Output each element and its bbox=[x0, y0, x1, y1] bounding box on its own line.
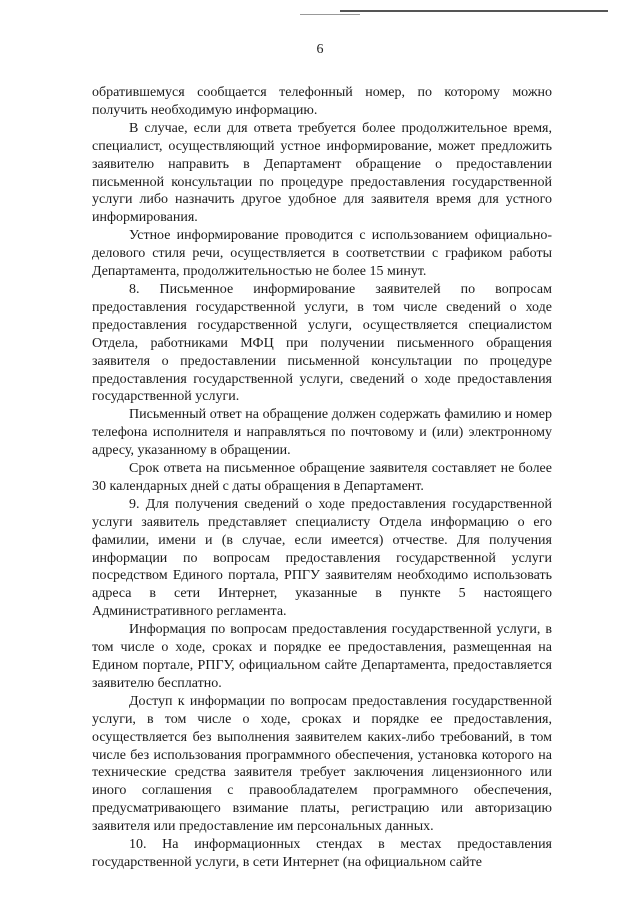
page-number: 6 bbox=[316, 42, 324, 57]
paragraph: Устное информирование проводится с использованием официально-делового стиля речи, осуществляется в соответствии с графиком работы Департамента, продолжительностью не более 15 минут. bbox=[92, 228, 552, 280]
body-text bbox=[92, 84, 552, 872]
top-rule-line bbox=[340, 10, 608, 12]
paragraph: 8. Письменное информирование заявителей по вопросам предоставления государственной услуги, в том числе сведений о ходе предоставления государственной услуги, осуществляется специалистом Отдела, работниками МФЦ при получении письменного обращения заявителя о предоставлении письменной консультации по процедуре предоставления государственной услуги, сведений о ходе предоставления государственной услуги. bbox=[92, 281, 552, 405]
paragraph: 9. Для получения сведений о ходе предоставления государственной услуги заявитель представляет специалисту Отдела информацию о его фамилии, имени и (в случае, если имеется) отчестве. Для получения информации по вопросам предоставления государственной услуги посредством Единого портала, РПГУ заявителям необходимо использовать адреса в сети Интернет, указанные в пункте 5 настоящего Административного регламента. bbox=[92, 496, 552, 620]
paragraph: Срок ответа на письменное обращение заявителя составляет не более 30 календарных дней с даты обращения в Департамент. bbox=[92, 461, 552, 494]
paragraph: Доступ к информации по вопросам предоставления государственной услуги, в том числе о ходе, сроках и порядке ее предоставления, осуществляется без выполнения заявителем каких-либо требований, в том числе без использования программного обеспечения, установка которого на технические средства заявителя требует заключения лицензионного или иного соглашения с правообладателем программного обеспечения, предусматривающего взимание платы, регистрацию или авторизацию заявителя или предоставление им персональных данных. bbox=[92, 693, 552, 835]
top-rule-line-short bbox=[300, 14, 360, 15]
paragraph: Письменный ответ на обращение должен содержать фамилию и номер телефона исполнителя и направляться по почтовому и (или) электронному адресу, указанному в обращении. bbox=[92, 407, 552, 459]
paragraph: обратившемуся сообщается телефонный номер, по которому можно получить необходимую информацию. bbox=[92, 85, 552, 118]
paragraph: В случае, если для ответа требуется более продолжительное время, специалист, осуществляющий устное информирование, может предложить заявителю направить в Департамент обращение о предоставлении письменной консультации по процедуре предоставления государственной услуги либо назначить другое удобное для заявителя время для устного информирования. bbox=[92, 120, 552, 226]
paragraph: Информация по вопросам предоставления государственной услуги, в том числе о ходе, сроках и порядке ее предоставления, размещенная на Едином портале, РПГУ, официальном сайте Департамента, предоставляется заявителю бесплатно. bbox=[92, 622, 552, 691]
paragraph: 10. На информационных стендах в местах предоставления государственной услуги, в сети Интернет (на официальном сайте bbox=[92, 837, 552, 870]
